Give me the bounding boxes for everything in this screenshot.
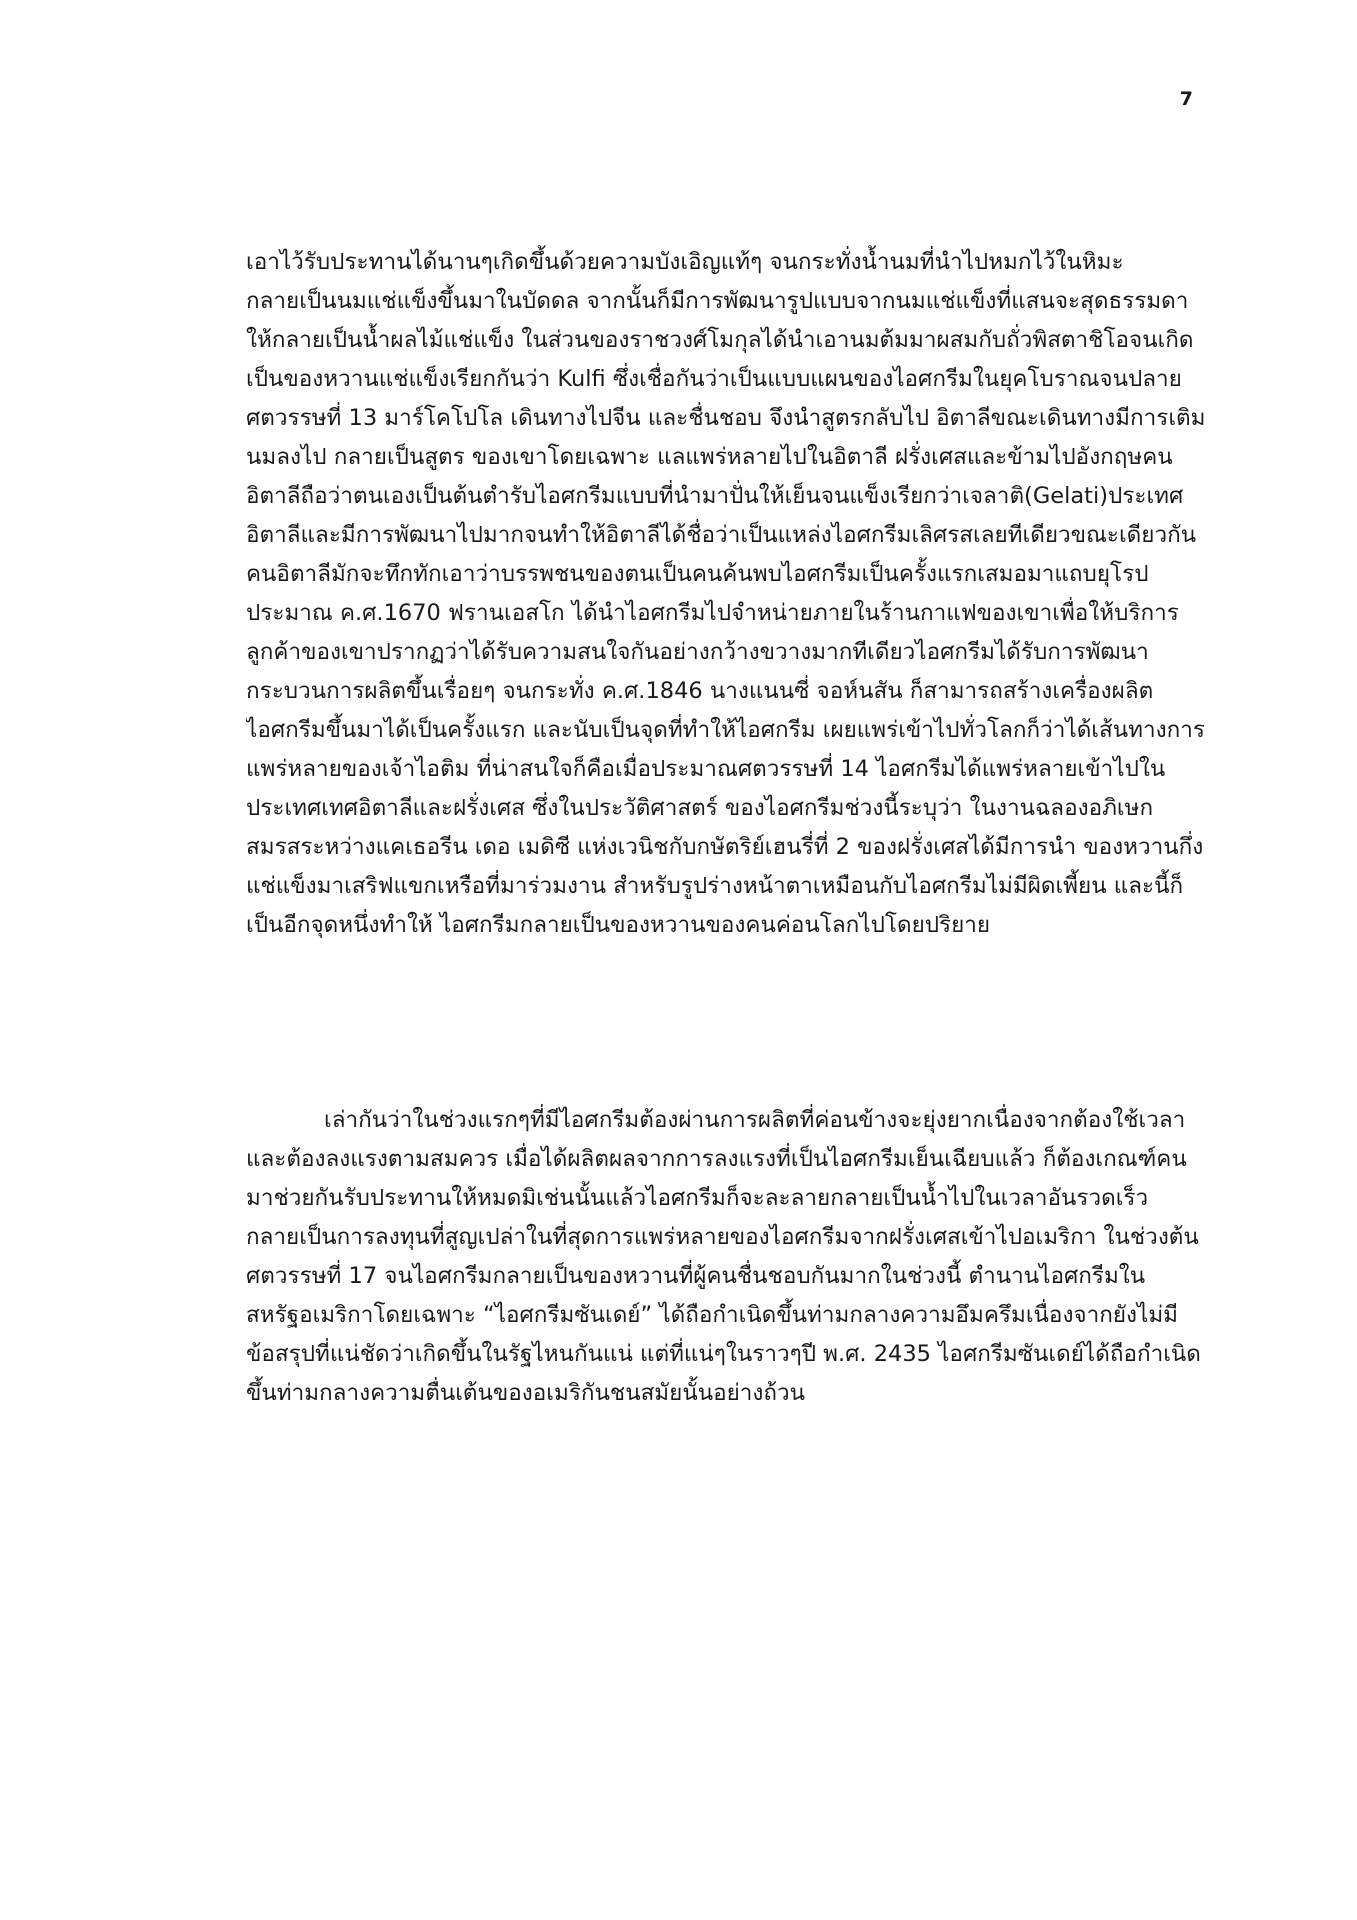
text-line: แช่แข็งมาเสริฟแขกเหรือที่มาร่วมงาน สำหรับรูปร่างหน้าตาเหมือนกับไอศกรีมไม่มีผิดเพี้ยน และนี้ก็ xyxy=(246,873,1184,899)
text-line: นมลงไป กลายเป็นสูตร ของเขาโดยเฉพาะ แลแพร่หลายไปในอิตาลี ฝรั่งเศสและข้ามไปอังกฤษคน xyxy=(246,444,1173,470)
text-line: เอาไว้รับประทานได้นานๆเกิดขึ้นด้วยความบังเอิญแท้ๆ จนกระทั่งน้ำนมที่นำไปหมกไว้ในหิมะ xyxy=(246,249,1124,275)
text-line: สมรสระหว่างแคเธอรีน เดอ เมดิซี แห่งเวนิชกับกษัตริย์เฮนรี่ที่ 2 ของฝรั่งเศสได้มีการนำ ของหวานกึ่ง xyxy=(246,834,1204,860)
text-line: กลายเป็นนมแช่แข็งขึ้นมาในบัดดล จากนั้นก็มีการพัฒนารูปแบบจากนมแช่แข็งที่แสนจะสุดธรรมดา xyxy=(246,288,1189,314)
text-line: ศตวรรษที่ 13 มาร์โคโปโล เดินทางไปจีน และชื่นชอบ จึงนำสูตรกลับไป อิตาลีขณะเดินทางมีการเติม xyxy=(246,405,1206,431)
text-line: ให้กลายเป็นน้ำผลไม้แช่แข็ง ในส่วนของราชวงศ์โมกุลได้นำเอานมต้มมาผสมกับถั่วพิสตาชิโอจนเกิด xyxy=(246,327,1194,353)
text-line: เล่ากันว่าในช่วงแรกๆที่มีไอศกรีมต้องผ่านการผลิตที่ค่อนข้างจะยุ่งยากเนื่องจากต้องใช้เวลา xyxy=(324,1107,1186,1133)
text-line: คนอิตาลีมักจะทึกทักเอาว่าบรรพชนของตนเป็นคนค้นพบไอศกรีมเป็นครั้งแรกเสมอมาแถบยุโรป xyxy=(246,561,1149,587)
text-line: ประมาณ ค.ศ.1670 ฟรานเอสโก ได้นำไอศกรีมไปจำหน่ายภายในร้านกาแฟของเขาเพื่อให้บริการ xyxy=(246,600,1179,626)
text-line: อิตาลีและมีการพัฒนาไปมากจนทำให้อิตาลีได้ชื่อว่าเป็นแหล่งไอศกรีมเลิศรสเลยทีเดียวขณะเดียวกัน xyxy=(246,522,1197,548)
text-line: ข้อสรุปที่แน่ชัดว่าเกิดขึ้นในรัฐไหนกันแน่ แต่ที่แน่ๆในราวๆปี พ.ศ. 2435 ไอศกรีมซันเดย์ได้ถือกำเนิด xyxy=(246,1341,1201,1367)
text-line: มาช่วยกันรับประทานให้หมดมิเช่นนั้นแล้วไอศกรีมก็จะละลายกลายเป็นน้ำไปในเวลาอันรวดเร็ว xyxy=(246,1185,1149,1211)
text-line: ศตวรรษที่ 17 จนไอศกรีมกลายเป็นของหวานที่ผู้คนชื่นชอบกันมากในช่วงนี้ ตำนานไอศกรีมใน xyxy=(246,1263,1146,1289)
paragraph-2 xyxy=(246,1101,1208,1413)
text-line: เป็นอีกจุดหนึ่งทำให้ ไอศกรีมกลายเป็นของหวานของคนค่อนโลกไปโดยปริยาย xyxy=(246,912,991,938)
text-line: กลายเป็นการลงทุนที่สูญเปล่าในที่สุดการแพร่หลายของไอศกรีมจากฝรั่งเศสเข้าไปอเมริกา ในช่วงต้น xyxy=(246,1224,1199,1250)
text-line: สหรัฐอเมริกาโดยเฉพาะ “ไอศกรีมซันเดย์” ได้ถือกำเนิดขึ้นท่ามกลางความอึมครึมเนื่องจากยังไม่มี xyxy=(246,1302,1179,1328)
text-line: ประเทศเทศอิตาลีและฝรั่งเศส ซึ่งในประวัติศาสตร์ ของไอศกรีมช่วงนี้ระบุว่า ในงานฉลองอภิเษก xyxy=(246,795,1154,821)
paragraph-1 xyxy=(246,243,1208,945)
text-line: แพร่หลายของเจ้าไอติม ที่น่าสนใจก็คือเมื่อประมาณศตวรรษที่ 14 ไอศกรีมได้แพร่หลายเข้าไปใน xyxy=(246,756,1166,782)
text-line: กระบวนการผลิตขึ้นเรื่อยๆ จนกระทั่ง ค.ศ.1846 นางแนนซี่ จอห์นสัน ก็สามารถสร้างเครื่องผลิต xyxy=(246,678,1154,704)
text-line: ลูกค้าของเขาปรากฏว่าได้รับความสนใจกันอย่างกว้างขวางมากทีเดียวไอศกรีมได้รับการพัฒนา xyxy=(246,639,1149,665)
text-line: เป็นของหวานแช่แข็งเรียกกันว่า Kulfi ซึ่งเชื่อกันว่าเป็นแบบแผนของไอศกรีมในยุคโบราณจนปลาย xyxy=(246,366,1182,392)
page-number: 7 xyxy=(1179,88,1193,110)
text-line: อิตาลีถือว่าตนเองเป็นต้นตำรับไอศกรีมแบบที่นำมาปั่นให้เย็นจนแข็งเรียกว่าเจลาติ(Gelati)ประเทศ xyxy=(246,483,1184,509)
text-line: ขึ้นท่ามกลางความตื่นเต้นของอเมริกันชนสมัยนั้นอย่างถ้วน xyxy=(246,1380,806,1406)
text-line: ไอศกรีมขึ้นมาได้เป็นครั้งแรก และนับเป็นจุดที่ทำให้ไอศกรีม เผยแพร่เข้าไปทั่วโลกก็ว่าได้เส้นทางการ xyxy=(246,717,1205,743)
text-line: และต้องลงแรงตามสมควร เมื่อได้ผลิตผลจากการลงแรงที่เป็นไอศกรีมเย็นเฉียบแล้ว ก็ต้องเกณฑ์คน xyxy=(246,1146,1187,1172)
